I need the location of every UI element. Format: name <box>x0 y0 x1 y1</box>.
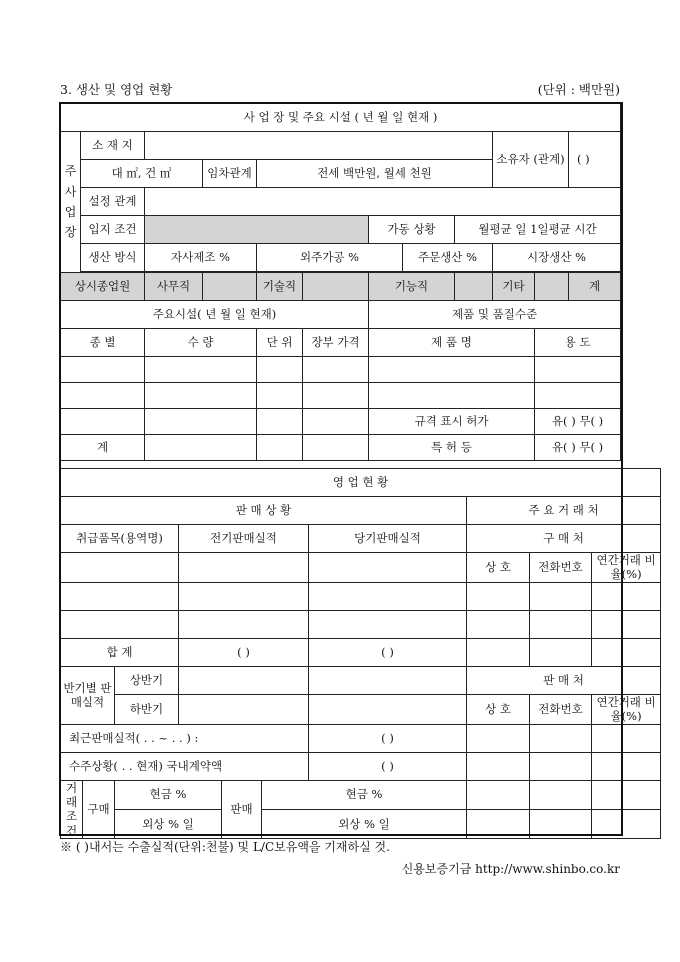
prev-sales-cell[interactable] <box>179 582 309 610</box>
orders-field[interactable]: ( ) <box>309 752 467 780</box>
partner-ratio-cell[interactable] <box>592 638 661 666</box>
col-product-name: 제 품 명 <box>369 329 535 357</box>
partner-phone-cell[interactable] <box>530 638 592 666</box>
partner-ratio-cell[interactable] <box>592 780 661 809</box>
skilled-field[interactable] <box>455 273 493 301</box>
setup-label: 설정 관계 <box>81 188 145 216</box>
col-partner-phone: 전화번호 <box>530 694 592 724</box>
spec-permit-field[interactable]: 유( ) 무( ) <box>535 409 621 435</box>
sales-section-title: 영 업 현 황 <box>61 469 661 497</box>
prev-sales-cell[interactable] <box>179 553 309 583</box>
first-half-prev[interactable] <box>179 666 309 694</box>
employees-label: 상시종업원 <box>61 273 145 301</box>
footer-org: 신용보증기금 http://www.shinbo.co.kr <box>401 862 620 876</box>
item-cell[interactable] <box>61 610 179 638</box>
office-label: 사무직 <box>145 273 203 301</box>
facilities-total-qty[interactable] <box>145 435 257 461</box>
col-partner-name: 상 호 <box>467 694 530 724</box>
sell-label: 판매 <box>222 780 262 839</box>
partner-ratio-cell[interactable] <box>592 724 661 752</box>
buy-credit[interactable]: 외상 % 일 <box>115 809 222 838</box>
partner-ratio-cell[interactable] <box>592 809 661 838</box>
tech-field[interactable] <box>303 273 369 301</box>
footnote: ※ ( )내서는 수출실적(단위:천불) 및 L/C보유액을 기재하실 것. <box>60 840 390 854</box>
col-book-value: 장부 가격 <box>303 329 369 357</box>
first-half-curr[interactable] <box>309 666 467 694</box>
buy-label: 구매 <box>83 780 115 839</box>
col-partner-ratio: 연간거래 비율(%) <box>592 553 661 583</box>
product-use-cell[interactable] <box>535 383 621 409</box>
spec-permit-label: 규격 표시 허가 <box>369 409 535 435</box>
total-employees-label: 계 <box>569 273 621 301</box>
sum-curr[interactable]: ( ) <box>309 638 467 666</box>
operation-label: 가동 상황 <box>369 216 455 244</box>
half-year-label: 반기별 판매실적 <box>61 666 115 724</box>
product-name-cell[interactable] <box>369 383 535 409</box>
facility-kind-cell[interactable] <box>61 357 145 383</box>
facilities-total-unit[interactable] <box>257 435 303 461</box>
second-half-label: 하반기 <box>115 694 179 724</box>
curr-sales-cell[interactable] <box>309 553 467 583</box>
business-table <box>60 103 621 461</box>
lease-field[interactable]: 전세 백만원, 월세 천원 <box>257 160 493 188</box>
facilities-title: 주요시설( 년 월 일 현재) <box>61 301 369 329</box>
facility-book-cell[interactable] <box>303 357 369 383</box>
partner-name-cell[interactable] <box>467 582 530 610</box>
production-label: 생산 방식 <box>81 244 145 272</box>
business-title: 사 업 장 및 주요 시설 ( 년 월 일 현재 ) <box>61 104 621 132</box>
partner-phone-cell[interactable] <box>530 809 592 838</box>
facility-kind-cell[interactable] <box>61 383 145 409</box>
trade-terms-label: 거래조건 <box>61 780 83 839</box>
production-outsource[interactable]: 외주가공 % <box>257 244 403 272</box>
item-cell[interactable] <box>61 582 179 610</box>
operation-field[interactable]: 월평균 일 1일평균 시간 <box>455 216 621 244</box>
recent-sales-label: 최근판매실적( . . ~ . . ) : <box>61 724 309 752</box>
second-half-curr[interactable] <box>309 694 467 724</box>
facility-qty-cell[interactable] <box>145 357 257 383</box>
partner-ratio-cell[interactable] <box>592 582 661 610</box>
partner-phone-cell[interactable] <box>530 610 592 638</box>
skilled-label: 기능직 <box>369 273 455 301</box>
partner-name-cell[interactable] <box>467 780 530 809</box>
setup-field[interactable] <box>145 188 621 216</box>
facility-unit-cell[interactable] <box>257 383 303 409</box>
partner-phone-cell[interactable] <box>530 724 592 752</box>
sum-label: 합 계 <box>61 638 179 666</box>
patent-label: 특 허 등 <box>369 435 535 461</box>
facility-unit-cell[interactable] <box>257 409 303 435</box>
orders-label: 수주상황( . . 현재) 국내계약액 <box>61 752 309 780</box>
col-qty: 수 량 <box>145 329 257 357</box>
partner-name-cell[interactable] <box>467 610 530 638</box>
col-prev-sales: 전기판매실적 <box>179 525 309 553</box>
col-use: 용 도 <box>535 329 621 357</box>
facility-kind-cell[interactable] <box>61 409 145 435</box>
facilities-total-label: 계 <box>61 435 145 461</box>
curr-sales-cell[interactable] <box>309 582 467 610</box>
facility-unit-cell[interactable] <box>257 357 303 383</box>
col-partner-name: 상 호 <box>467 553 530 583</box>
sell-cash[interactable]: 현금 % <box>262 780 467 809</box>
unit-label: (단위 : 백만원) <box>537 82 620 97</box>
section-title: 3. 생산 및 영업 현황 <box>60 82 173 97</box>
facility-book-cell[interactable] <box>303 383 369 409</box>
col-partner-ratio: 연간거래 비율(%) <box>592 694 661 724</box>
lease-label: 임차관계 <box>203 160 257 188</box>
office-field[interactable] <box>203 273 257 301</box>
facility-book-cell[interactable] <box>303 409 369 435</box>
main-site-label: 주 사 업 장 <box>61 132 81 273</box>
col-items: 취급품목(용역명) <box>61 525 179 553</box>
partner-name-cell[interactable] <box>467 752 530 780</box>
col-partner-phone: 전화번호 <box>530 553 592 583</box>
production-market[interactable]: 시장생산 % <box>493 244 621 272</box>
sum-prev[interactable]: ( ) <box>179 638 309 666</box>
product-use-cell[interactable] <box>535 357 621 383</box>
facility-qty-cell[interactable] <box>145 409 257 435</box>
production-self[interactable]: 자사제조 % <box>145 244 257 272</box>
prev-sales-cell[interactable] <box>179 610 309 638</box>
other-label: 기타 <box>493 273 535 301</box>
partner-phone-cell[interactable] <box>530 752 592 780</box>
production-order[interactable]: 주문생산 % <box>403 244 493 272</box>
partner-phone-cell[interactable] <box>530 780 592 809</box>
first-half-label: 상반기 <box>115 666 179 694</box>
site-condition-label: 입지 조건 <box>81 216 145 244</box>
partner-name-cell[interactable] <box>467 638 530 666</box>
item-cell[interactable] <box>61 553 179 583</box>
products-title: 제품 및 품질수준 <box>369 301 621 329</box>
patent-field[interactable]: 유( ) 무( ) <box>535 435 621 461</box>
col-unit: 단 위 <box>257 329 303 357</box>
main-partners-title: 주 요 거 래 처 <box>467 497 661 525</box>
partner-name-cell[interactable] <box>467 809 530 838</box>
col-kind: 종 별 <box>61 329 145 357</box>
sales-partner-title: 판 매 처 <box>467 666 661 694</box>
recent-sales-field[interactable]: ( ) <box>309 724 467 752</box>
location-label: 소 재 지 <box>81 132 145 160</box>
curr-sales-cell[interactable] <box>309 610 467 638</box>
sell-credit[interactable]: 외상 % 일 <box>262 809 467 838</box>
col-curr-sales: 당기판매실적 <box>309 525 467 553</box>
owner-label: 소유자 (관계) <box>493 132 569 188</box>
product-name-cell[interactable] <box>369 357 535 383</box>
tech-label: 기술직 <box>257 273 303 301</box>
owner-field[interactable]: ( ) <box>569 132 621 188</box>
sales-table <box>60 468 661 839</box>
other-field[interactable] <box>535 273 569 301</box>
purchase-partner-title: 구 매 처 <box>467 525 661 553</box>
second-half-prev[interactable] <box>179 694 309 724</box>
partner-name-cell[interactable] <box>467 724 530 752</box>
facilities-total-book[interactable] <box>303 435 369 461</box>
facility-qty-cell[interactable] <box>145 383 257 409</box>
location-field[interactable] <box>145 132 493 160</box>
partner-ratio-cell[interactable] <box>592 610 661 638</box>
sales-status-title: 판 매 상 황 <box>61 497 467 525</box>
area-label: 대 ㎡, 건 ㎡ <box>81 160 203 188</box>
site-condition-field[interactable] <box>145 216 369 244</box>
partner-ratio-cell[interactable] <box>592 752 661 780</box>
buy-cash[interactable]: 현금 % <box>115 780 222 809</box>
partner-phone-cell[interactable] <box>530 582 592 610</box>
